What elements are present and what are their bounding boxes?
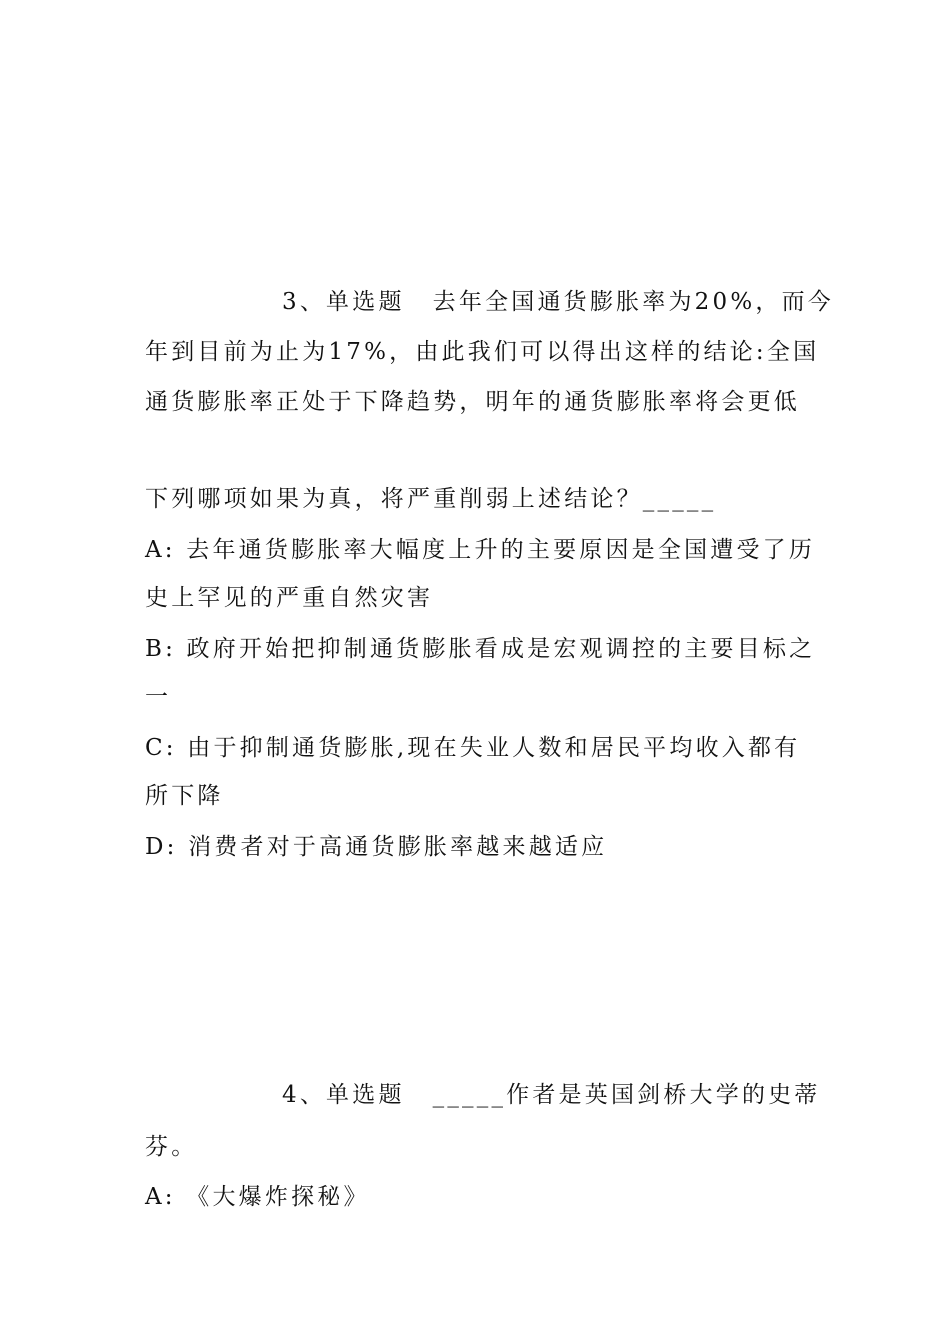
question-number: 3、 [282,289,327,315]
option-d-line-1: D: 消费者对于高通货膨胀率越来越适应 [145,834,608,860]
question-stem-line: 年到目前为止为17%，由此我们可以得出这样的结论:全国 [145,339,820,365]
option-a-line-1: A: 《大爆炸探秘》 [145,1184,370,1210]
question-3-header-line [282,285,834,319]
question-number: 4、 [282,1082,327,1108]
question-4-header-line [282,1078,821,1112]
option-a-line-1: A: 去年通货膨胀率大幅度上升的主要原因是全国遭受了历 [145,537,816,563]
question-stem-line: _____作者是英国剑桥大学的史蒂 [432,1082,821,1108]
option-a-line-2: 史上罕见的严重自然灾害 [145,585,434,611]
question-stem-line: 去年全国通货膨胀率为20%，而今 [432,289,834,315]
option-c-line-2: 所下降 [145,783,224,809]
option-b-line-2: 一 [145,684,172,710]
question-stem-line: 芬。 [145,1134,198,1160]
option-b-line-1: B: 政府开始把抑制通货膨胀看成是宏观调控的主要目标之 [145,636,816,662]
question-stem-line: 通货膨胀率正处于下降趋势，明年的通货膨胀率将会更低 [145,389,800,415]
question-type: 单选题 [326,289,405,315]
option-c-line-1: C: 由于抑制通货膨胀,现在失业人数和居民平均收入都有 [145,735,801,761]
question-type: 单选题 [326,1082,405,1108]
question-prompt-line: 下列哪项如果为真，将严重削弱上述结论？_____ [145,486,717,512]
